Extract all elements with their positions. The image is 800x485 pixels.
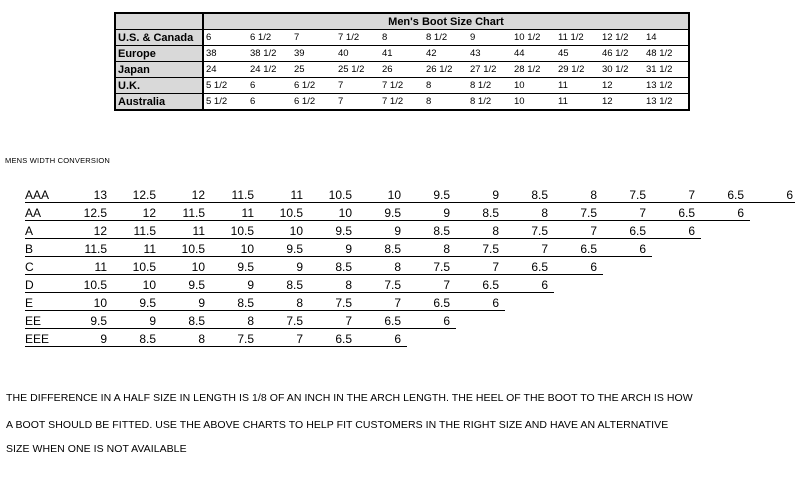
width-conversion-title: MENS WIDTH CONVERSION [5,156,111,165]
width-size-value: 8 [345,278,352,292]
width-size-value: 8.5 [139,332,156,346]
width-size-value: 9 [149,314,156,328]
size-chart-row [115,46,689,62]
size-chart-cell: 46 1/2 [600,46,644,62]
width-row-rule [25,328,456,329]
width-size-value: 8 [590,188,597,202]
width-size-value: 6 [492,296,499,310]
size-chart-cell: 27 1/2 [468,62,512,78]
width-size-value: 10 [240,242,254,256]
size-chart-cell: 38 1/2 [248,46,292,62]
width-size-value: 11.5 [84,242,107,256]
width-size-value: 9.5 [286,242,303,256]
size-chart-cell: 29 1/2 [556,62,600,78]
width-size-value: 11 [290,188,303,202]
width-size-value: 7 [296,332,303,346]
width-size-value: 6 [541,278,548,292]
width-size-value: 7 [443,278,450,292]
width-size-value: 6 [639,242,646,256]
size-chart-cell: 25 [292,62,336,78]
size-chart-cell: 10 1/2 [512,30,556,46]
width-size-value: 10 [289,224,303,238]
size-chart-cell: 7 1/2 [336,30,380,46]
size-chart-cell: 5 1/2 [203,94,248,111]
size-chart-region-label: Japan [115,62,203,78]
width-size-value: 7 [492,260,499,274]
width-size-value: 10 [142,278,156,292]
width-size-value: 7 [541,242,548,256]
width-size-value: 8 [492,224,499,238]
size-chart-cell: 26 1/2 [424,62,468,78]
size-chart-cell: 7 1/2 [380,78,424,94]
width-row-label: EEE [25,332,50,346]
width-size-value: 6.5 [580,242,597,256]
size-chart-cell: 31 1/2 [644,62,689,78]
width-size-value: 6.5 [629,224,646,238]
width-size-value: 7 [345,314,352,328]
width-size-value: 7 [394,296,401,310]
width-size-value: 9 [296,260,303,274]
width-row-label: AAA [25,188,50,202]
size-chart-cell: 6 1/2 [248,30,292,46]
width-size-value: 9 [394,224,401,238]
width-size-value: 7 [639,206,646,220]
size-chart-cell: 12 1/2 [600,30,644,46]
width-size-value: 8 [198,332,205,346]
width-size-value: 7.5 [629,188,646,202]
size-chart-cell: 11 1/2 [556,30,600,46]
fitting-note-line: SIZE WHEN ONE IS NOT AVAILABLE [6,443,187,455]
width-row-label: E [25,296,34,310]
width-row-label: A [25,224,34,238]
width-size-value: 10.5 [230,224,254,238]
width-size-value: 6.5 [727,188,744,202]
width-size-value: 11 [241,206,254,220]
width-size-value: 7.5 [482,242,499,256]
size-chart-cell: 9 [468,30,512,46]
width-size-value: 7.5 [531,224,548,238]
size-chart-cell: 12 [600,78,644,94]
width-size-value: 12.5 [132,188,156,202]
width-size-value: 9.5 [384,206,401,220]
width-size-value: 10.5 [83,278,107,292]
size-chart-cell: 45 [556,46,600,62]
width-size-value: 10.5 [328,188,352,202]
width-size-value: 12 [191,188,205,202]
width-size-value: 9.5 [188,278,205,292]
width-row-rule [25,310,505,311]
width-size-value: 7.5 [237,332,254,346]
width-size-value: 6 [688,224,695,238]
boot-size-chart [114,12,690,111]
fitting-note-line: THE DIFFERENCE IN A HALF SIZE IN LENGTH IS 1/8 OF AN INCH IN THE ARCH LENGTH. THE HEEL OF THE BOOT TO THE ARCH IS HOW [6,392,693,404]
width-size-value: 10.5 [181,242,205,256]
width-size-value: 7.5 [286,314,303,328]
size-chart-cell: 6 [203,30,248,46]
size-chart-region-label: Europe [115,46,203,62]
width-size-value: 7.5 [335,296,352,310]
width-size-value: 7.5 [384,278,401,292]
width-size-value: 10 [93,296,107,310]
width-size-value: 6 [443,314,450,328]
width-size-value: 7 [688,188,695,202]
width-size-value: 9.5 [433,188,450,202]
width-row-rule [25,202,795,203]
size-chart-cell: 44 [512,46,556,62]
width-size-value: 6 [394,332,401,346]
size-chart-cell: 7 [292,30,336,46]
width-size-value: 7.5 [433,260,450,274]
size-chart-cell: 38 [203,46,248,62]
size-chart-cell: 11 [556,94,600,111]
width-row-rule [25,256,652,257]
width-size-value: 10.5 [279,206,303,220]
size-chart-cell: 7 [336,78,380,94]
width-size-value: 8.5 [531,188,548,202]
width-size-value: 10 [191,260,205,274]
width-size-value: 7 [590,224,597,238]
size-chart-cell: 7 1/2 [380,94,424,111]
width-size-value: 6 [737,206,744,220]
fitting-note-line: A BOOT SHOULD BE FITTED. USE THE ABOVE CHARTS TO HELP FIT CUSTOMERS IN THE RIGHT SIZE AND HAVE AN ALTERNATIVE [6,419,669,431]
size-chart-row [115,78,689,94]
width-size-value: 6.5 [335,332,352,346]
width-row-label: EE [25,314,42,328]
width-size-value: 8.5 [286,278,303,292]
width-size-value: 8 [443,242,450,256]
width-size-value: 13 [93,188,107,202]
width-size-value: 7.5 [580,206,597,220]
width-size-value: 9 [345,242,352,256]
size-chart-cell: 10 [512,78,556,94]
width-row-rule [25,292,554,293]
width-size-value: 10 [338,206,352,220]
size-chart-cell: 11 [556,78,600,94]
size-chart-cell: 41 [380,46,424,62]
width-size-value: 6.5 [678,206,695,220]
width-size-value: 8.5 [237,296,254,310]
width-size-value: 9 [492,188,499,202]
size-chart-cell: 25 1/2 [336,62,380,78]
width-size-value: 12.5 [83,206,107,220]
size-chart-row [115,30,689,46]
width-size-value: 8.5 [384,242,401,256]
width-size-value: 8.5 [188,314,205,328]
width-size-value: 8.5 [482,206,499,220]
size-chart-row [115,62,689,78]
width-row-rule [25,238,701,239]
width-size-value: 9 [247,278,254,292]
size-chart-cell: 8 1/2 [424,30,468,46]
width-size-value: 6 [590,260,597,274]
width-size-value: 9 [100,332,107,346]
width-size-value: 8 [296,296,303,310]
size-chart-cell: 6 [248,78,292,94]
size-chart-cell: 24 [203,62,248,78]
size-chart-cell: 13 1/2 [644,78,689,94]
width-size-value: 11.5 [231,188,254,202]
size-chart-cell: 6 [248,94,292,111]
width-size-value: 10.5 [132,260,156,274]
size-chart-region-label: U.S. & Canada [115,30,203,46]
width-size-value: 11 [94,260,107,274]
width-size-value: 12 [93,224,107,238]
size-chart-cell: 39 [292,46,336,62]
width-size-value: 6.5 [531,260,548,274]
size-chart-corner [115,13,203,30]
size-chart-cell: 8 1/2 [468,78,512,94]
width-size-value: 11.5 [133,224,156,238]
width-size-value: 9.5 [90,314,107,328]
width-size-value: 9 [443,206,450,220]
size-chart-row [115,94,689,111]
width-row-label: B [25,242,34,256]
width-row-rule [25,220,750,221]
width-row-rule [25,274,603,275]
width-size-value: 9 [198,296,205,310]
width-size-value: 8 [394,260,401,274]
size-chart-cell: 26 [380,62,424,78]
size-chart-cell: 8 [424,94,468,111]
width-size-value: 6 [786,188,793,202]
width-size-value: 6.5 [384,314,401,328]
size-chart-cell: 8 [380,30,424,46]
size-chart-cell: 42 [424,46,468,62]
width-size-value: 9.5 [237,260,254,274]
size-chart-cell: 7 [336,94,380,111]
size-chart-cell: 6 1/2 [292,78,336,94]
size-chart-cell: 10 [512,94,556,111]
width-size-value: 6.5 [482,278,499,292]
width-row-label: AA [25,206,42,220]
size-chart-region-label: Australia [115,94,203,111]
width-row-label: D [25,278,34,292]
size-chart-title-row [115,13,689,30]
width-size-value: 8 [541,206,548,220]
size-chart-cell: 30 1/2 [600,62,644,78]
width-size-value: 9.5 [335,224,352,238]
width-size-value: 8 [247,314,254,328]
size-chart-region-label: U.K. [115,78,203,94]
size-chart-cell: 24 1/2 [248,62,292,78]
width-size-value: 8.5 [433,224,450,238]
size-chart-cell: 48 1/2 [644,46,689,62]
size-chart-cell: 13 1/2 [644,94,689,111]
size-chart-cell: 6 1/2 [292,94,336,111]
width-row-label: C [25,260,34,274]
width-size-value: 11 [192,224,205,238]
size-chart-title: Men's Boot Size Chart [203,13,689,30]
width-size-value: 6.5 [433,296,450,310]
width-size-value: 11.5 [182,206,205,220]
size-chart-cell: 5 1/2 [203,78,248,94]
width-size-value: 11 [143,242,156,256]
size-chart-cell: 43 [468,46,512,62]
width-size-value: 9.5 [139,296,156,310]
size-chart-cell: 14 [644,30,689,46]
width-size-value: 8.5 [335,260,352,274]
width-size-value: 10 [387,188,401,202]
size-chart-cell: 40 [336,46,380,62]
size-chart-cell: 12 [600,94,644,111]
size-chart-cell: 8 [424,78,468,94]
width-size-value: 12 [142,206,156,220]
size-chart-cell: 8 1/2 [468,94,512,111]
width-row-rule [25,346,407,347]
size-chart-cell: 28 1/2 [512,62,556,78]
